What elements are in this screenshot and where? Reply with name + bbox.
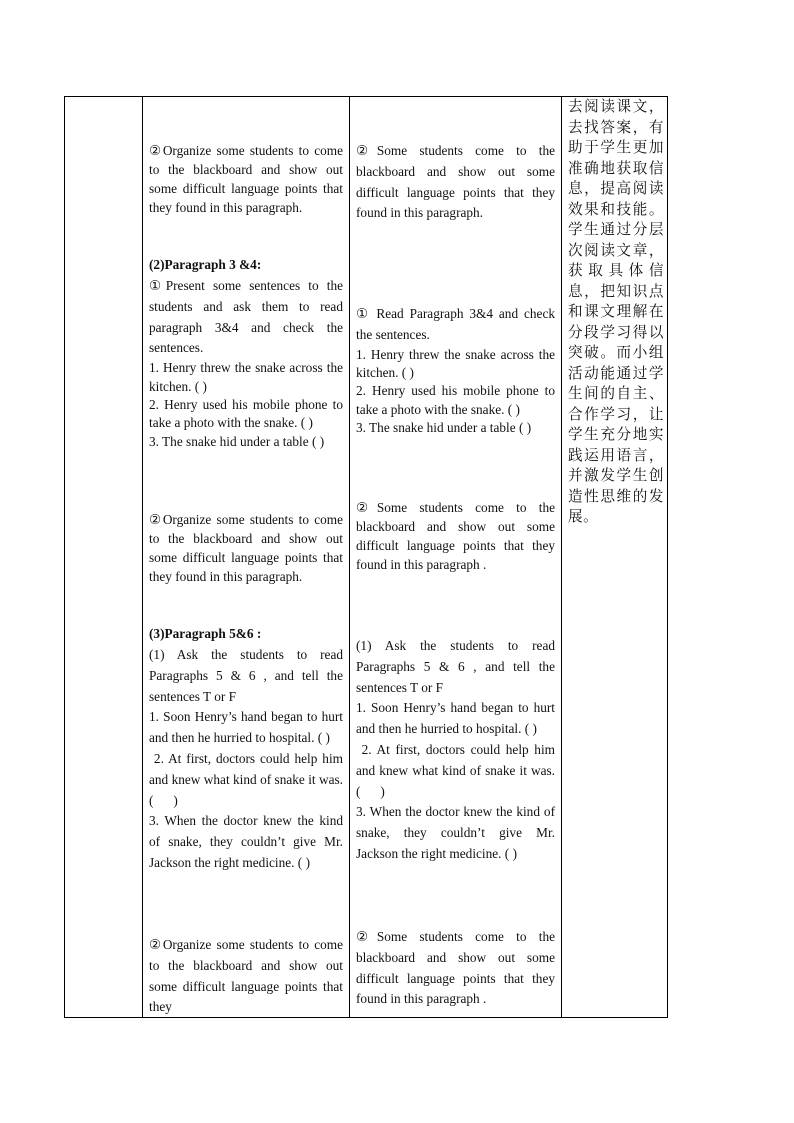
design-purpose-column	[562, 97, 668, 1017]
student-activity-column	[350, 97, 561, 1017]
teacher-present-sentences: ①Present some sentences to the students and ask them to read paragraph 3&4 and check the sentences. 1. Henry threw the snake across the kitchen. ( ) 2. Henry used his mobile phone to take a photo with the snake. ( ) 3. The snake hid under a table ( )	[149, 278, 343, 449]
teacher-organize-p1: ②Organize some students to come to the blackboard and show out some difficult language points that they found in this paragraph.	[149, 143, 343, 215]
teacher-organize-p5: ②Organize some students to come to the blackboard and show out some difficult language points that they	[149, 937, 343, 1015]
student-show-p5: ②Some students come to the blackboard and show out some difficult language points that they found in this paragraph .	[356, 929, 555, 1007]
student-show-p3: ②Some students come to the blackboard and show out some difficult language points that they found in this paragraph .	[356, 500, 555, 572]
lesson-plan-table	[64, 96, 668, 1018]
student-show-p1: ②Some students come to the blackboard and show out some difficult language points that they found in this paragraph.	[356, 143, 555, 221]
student-read-check: ① Read Paragraph 3&4 and check the sentences. 1. Henry threw the snake across the kitchen. ( ) 2. Henry used his mobile phone to take a photo with the snake. ( ) 3. The snake hid under a table ( )	[356, 306, 555, 436]
teacher-activity-column	[143, 97, 349, 1017]
heading-paragraph-3-4: (2)Paragraph 3 &4:	[149, 257, 262, 272]
stage-column	[65, 97, 142, 1017]
teacher-organize-p3: ②Organize some students to come to the blackboard and show out some difficult language points that they found in this paragraph.	[149, 512, 343, 584]
design-purpose-text: 去阅读课文，去找答案，有助于学生更加准确地获取信息，提高阅读效果和技能。学生通过分层次阅读文章，获取具体信息，把知识点和课文理解在分段学习得以突破。而小组活动能通过学生间的自主、合作学习，让学生充分地实践运用语言，并激发学生创造性思维的发展。	[568, 98, 664, 525]
teacher-true-false-task: (1) Ask the students to read Paragraphs 5 & 6 , and tell the sentences T or F 1. Soon Henry’s hand began to hurt and then he hurried to hospital. ( ) 2. At first, doctors could help him and knew what kind of snake it was. ( ) 3. When the doctor knew the kind of snake, they couldn’t give Mr. Jackson the right medicine. ( )	[149, 647, 347, 870]
student-true-false-task: (1) Ask the students to read Paragraphs 5 & 6 , and tell the sentences T or F 1. Soon Henry’s hand began to hurt and then he hurried to hospital. ( ) 2. At first, doctors could help him and knew what kind of snake it was. ( ) 3. When the doctor knew the kind of snake, they couldn’t give Mr. Jackson the right medicine. ( )	[356, 638, 559, 861]
heading-paragraph-5-6: (3)Paragraph 5&6 :	[149, 626, 262, 641]
